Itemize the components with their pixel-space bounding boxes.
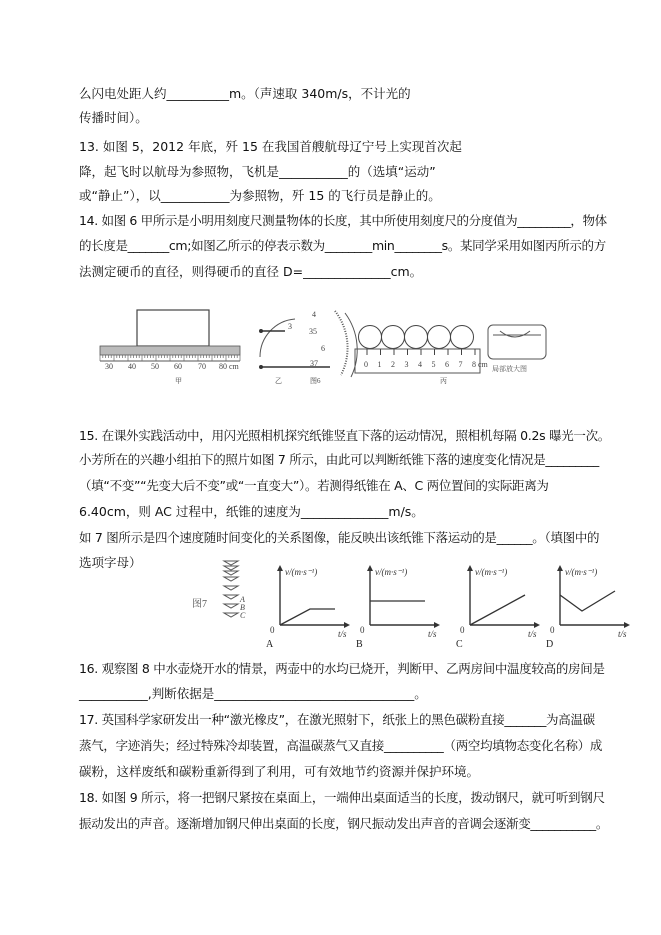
tick-label: 35 <box>309 327 317 336</box>
question-17: 17. 英国科学家研发出一种“激光橡皮”，在激光照射下，纸张上的黑色碳粉直接_______为高温碳 <box>79 712 595 727</box>
x-axis-label: t/s <box>338 629 347 639</box>
paper-cone <box>224 586 238 590</box>
tick-label: 80 cm <box>219 362 239 371</box>
tick-label: 3 <box>404 360 409 369</box>
cone-label: B <box>240 603 245 612</box>
text-line: （填“不变”“先变大后不变”或“一直变大”）。若测得纸锥在 A、C 两位置间的实际距离为 <box>79 478 549 493</box>
text-line: 传播时间）。 <box>79 110 148 125</box>
label-fig6: 图6 <box>310 377 321 385</box>
coins-bing <box>355 325 546 385</box>
origin-label: 0 <box>550 625 555 635</box>
arrow-icon <box>534 622 540 628</box>
tick-label: 1 <box>377 360 382 369</box>
text-line: 选项字母） <box>79 555 142 570</box>
graph-option-D <box>546 565 630 650</box>
origin-label: 0 <box>270 625 275 635</box>
question-18: 18. 如图 9 所示，将一把钢尺紧按在桌面上，一端伸出桌面适当的长度，拨动钢尺，就可听到钢尺 <box>79 790 605 805</box>
text-line: 如 7 图所示是四个速度随时间变化的关系图像，能反映出该纸锥下落运动的是______。（填图中的 <box>79 530 600 545</box>
question-16: 16. 观察图 8 中水壶烧开水的情景，两壶中的水均已烧开，判断甲、乙两房间中温度较高的房间是 <box>79 661 605 676</box>
option-label: D <box>546 639 554 650</box>
cone-label: A <box>240 595 245 604</box>
tick-label: 5 <box>431 360 436 369</box>
label-jia: 甲 <box>175 377 182 385</box>
paper-cone <box>224 604 238 608</box>
text-line: 振动发出的声音。逐渐增加钢尺伸出桌面的长度，钢尺振动发出声音的音调会逐渐变___________。 <box>79 816 609 831</box>
paper-cone <box>224 613 238 617</box>
text-line: 法测定硬币的直径，则得硬币的直径 D=______________cm。 <box>79 264 423 279</box>
text-line: 小芳所在的兴趣小组拍下的照片如图 7 所示，由此可以判断纸锥下落的速度变化情况是_________ <box>79 452 599 467</box>
arrow-icon <box>467 565 473 571</box>
x-axis-label: t/s <box>618 629 627 639</box>
tick-label: 8 cm <box>472 360 488 369</box>
tick-label: 4 <box>312 310 316 319</box>
y-axis-label: v/(m·s⁻¹) <box>375 567 408 577</box>
graph-option-B <box>356 565 440 650</box>
text-line: 碳粉，这样废纸和碳粉重新得到了利用，可有效地节约资源并保护环境。 <box>79 764 480 779</box>
arrow-icon <box>434 622 440 628</box>
magnified-label: 局部放大图 <box>492 365 527 373</box>
arrow-icon <box>367 565 373 571</box>
tick-label: 60 <box>174 362 182 371</box>
y-axis-label: v/(m·s⁻¹) <box>285 567 318 577</box>
coin <box>405 326 428 349</box>
tick-label: 4 <box>418 360 422 369</box>
tick-label: 2 <box>391 360 395 369</box>
origin-label: 0 <box>360 625 365 635</box>
paper-cone <box>224 595 238 599</box>
tick-label: 30 <box>105 362 113 371</box>
label-yi: 乙 <box>275 377 282 385</box>
velocity-line <box>280 609 335 625</box>
tick-label: 6 <box>321 344 325 353</box>
tick-label: 0 <box>364 360 368 369</box>
text-line: ___________,判断依据是________________________________。 <box>79 686 427 701</box>
tick-label: 50 <box>151 362 159 371</box>
arrow-icon <box>344 622 350 628</box>
tick-label: 37 <box>310 359 318 368</box>
arrow-icon <box>557 565 563 571</box>
origin-label: 0 <box>460 625 465 635</box>
paper-cone <box>224 571 238 575</box>
paper-cone <box>224 566 238 570</box>
arrow-icon <box>624 622 630 628</box>
arrow-icon <box>277 565 283 571</box>
label-bing: 丙 <box>440 377 447 385</box>
stopwatch-yi <box>259 310 357 385</box>
tick-label: 40 <box>128 362 136 371</box>
text-line: 蒸气，字迹消失；经过特殊冷却装置，高温碳蒸气又直接__________（两空均填物态变化名称）成 <box>79 738 603 753</box>
text-line: 6.40cm，则 AC 过程中，纸锥的速度为______________m/s。 <box>79 504 424 519</box>
coin <box>359 326 382 349</box>
tick-label: 3 <box>288 322 292 331</box>
coin <box>451 326 474 349</box>
figure-7-label: 图7 <box>192 599 207 610</box>
question-13: 13. 如图 5，2012 年底，歼 15 在我国首艘航母辽宁号上实现首次起 <box>79 139 462 154</box>
text-line: 或“静止”），以___________为参照物，歼 15 的飞行员是静止的。 <box>79 188 441 203</box>
x-axis-label: t/s <box>528 629 537 639</box>
question-14: 14. 如图 6 甲所示是小明用刻度尺测量物体的长度，其中所使用刻度尺的分度值为_________，物体 <box>79 213 607 228</box>
figure-7 <box>180 555 627 655</box>
text-line: 么闪电处距人约__________m。（声速取 340m/s，不计光的 <box>79 86 411 101</box>
paper-cone <box>224 561 238 565</box>
y-axis-label: v/(m·s⁻¹) <box>565 567 598 577</box>
velocity-line <box>470 595 525 625</box>
tick-label: 6 <box>445 360 449 369</box>
y-axis-label: v/(m·s⁻¹) <box>475 567 508 577</box>
option-label: B <box>356 639 363 650</box>
question-15: 15. 在课外实践活动中，用闪光照相机探究纸锥竖直下落的运动情况，照相机每隔 0.2s 曝光一次。 <box>79 428 610 443</box>
ruler-jia <box>100 310 240 385</box>
x-axis-label: t/s <box>428 629 437 639</box>
graph-option-C <box>456 565 540 650</box>
coin <box>428 326 451 349</box>
graph-option-A <box>266 565 350 650</box>
tick-label: 70 <box>198 362 206 371</box>
velocity-line <box>560 591 615 611</box>
text-line: 的长度是_______cm;如图乙所示的停表示数为________min________s。某同学采用如图丙所示的方 <box>79 238 606 253</box>
coin <box>382 326 405 349</box>
tick-label: 7 <box>458 360 463 369</box>
option-label: A <box>266 639 274 650</box>
paper-cone <box>224 577 238 581</box>
text-line: 降，起飞时以航母为参照物，飞机是___________的（选填“运动” <box>79 164 436 179</box>
option-label: C <box>456 639 463 650</box>
cone-label: C <box>240 611 246 620</box>
figure-6 <box>95 303 555 383</box>
